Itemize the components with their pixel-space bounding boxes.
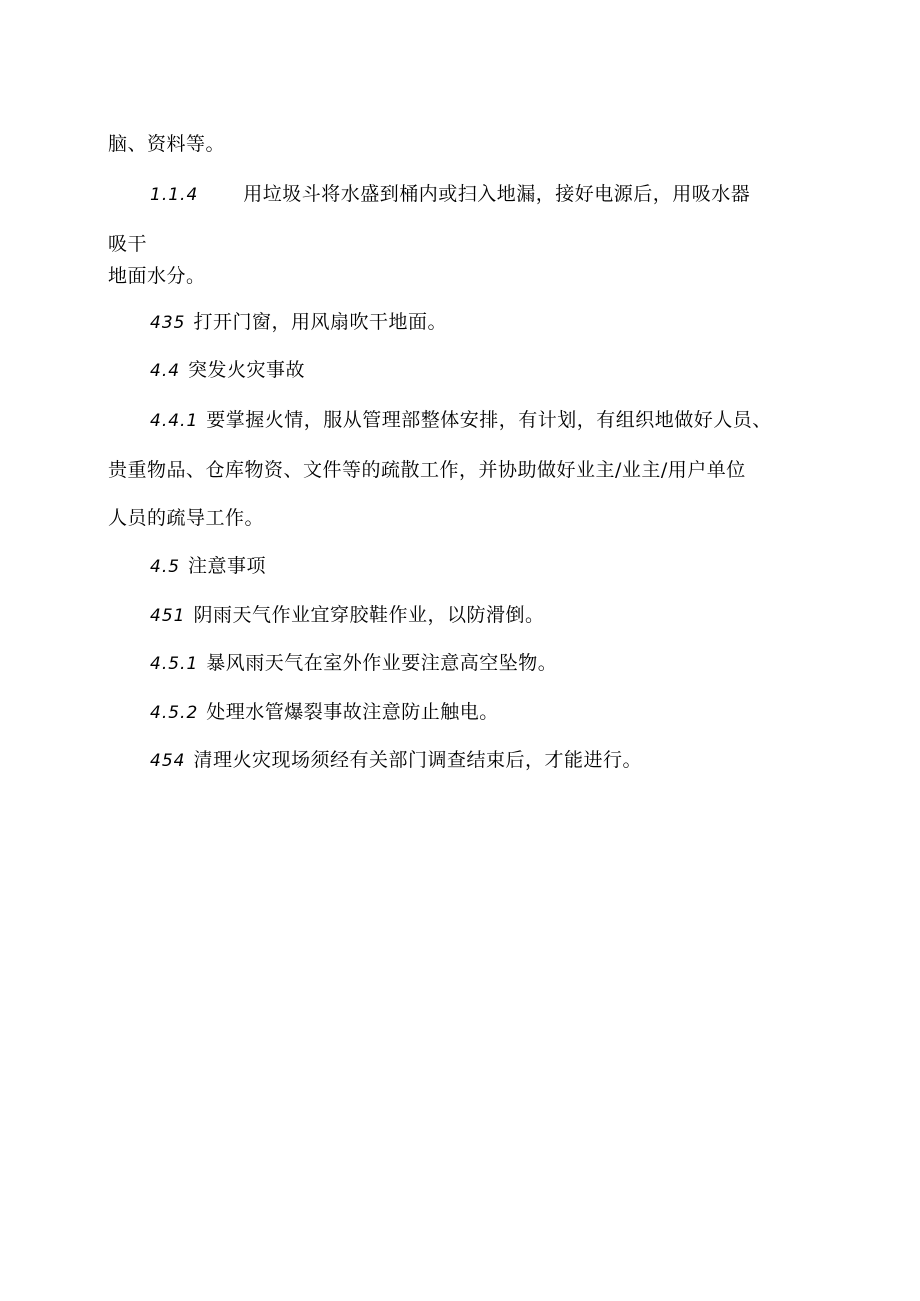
paragraph-4-5-1	[150, 651, 557, 676]
paragraph-text: 暴风雨天气在室外作业要注意高空坠物。	[206, 652, 558, 674]
section-number: 4.5	[150, 557, 181, 577]
paragraph-1-1-4	[150, 182, 750, 207]
section-title: 注意事项	[188, 555, 267, 577]
paragraph-continuation	[108, 506, 264, 530]
section-number: 4.4.1	[150, 411, 199, 431]
paragraph-text: 打开门窗，用风扇吹干地面。	[193, 311, 447, 333]
section-number: 4.5.1	[150, 654, 199, 674]
paragraph-text: 处理水管爆裂事故注意防止触电。	[206, 701, 499, 723]
paragraph-text: 贵重物品、仓库物资、文件等的疏散工作，并协助做好业主/业主/用户单位	[108, 459, 746, 481]
paragraph-text: 用垃圾斗将水盛到桶内或扫入地漏，接好电源后，用吸水器	[243, 183, 751, 205]
paragraph-continuation	[108, 132, 225, 156]
section-number: 435	[150, 313, 186, 333]
section-number: 4.4	[150, 361, 181, 381]
paragraph-text: 要掌握火情，服从管理部整体安排，有计划，有组织地做好人员、	[206, 409, 772, 431]
section-title: 突发火灾事故	[188, 359, 306, 381]
paragraph-text: 阴雨天气作业宜穿胶鞋作业，以防滑倒。	[193, 604, 545, 626]
paragraph-454	[150, 748, 642, 773]
heading-4-5	[150, 554, 266, 579]
paragraph-text: 地面水分。	[108, 265, 206, 287]
paragraph-4-4-1	[150, 408, 772, 433]
heading-4-4	[150, 358, 305, 383]
section-number: 454	[150, 751, 186, 771]
paragraph-text: 人员的疏导工作。	[108, 507, 265, 529]
paragraph-continuation	[108, 232, 147, 256]
section-number: 4.5.2	[150, 703, 199, 723]
section-number: 451	[150, 606, 186, 626]
paragraph-continuation	[108, 458, 746, 482]
paragraph-text: 脑、资料等。	[108, 133, 226, 155]
paragraph-text: 清理火灾现场须经有关部门调查结束后，才能进行。	[193, 749, 642, 771]
paragraph-4-5-2	[150, 700, 499, 725]
paragraph-451	[150, 603, 544, 628]
paragraph-text: 吸干	[108, 233, 148, 255]
paragraph-435	[150, 310, 447, 335]
section-number: 1.1.4	[150, 185, 199, 205]
paragraph-continuation	[108, 264, 206, 288]
